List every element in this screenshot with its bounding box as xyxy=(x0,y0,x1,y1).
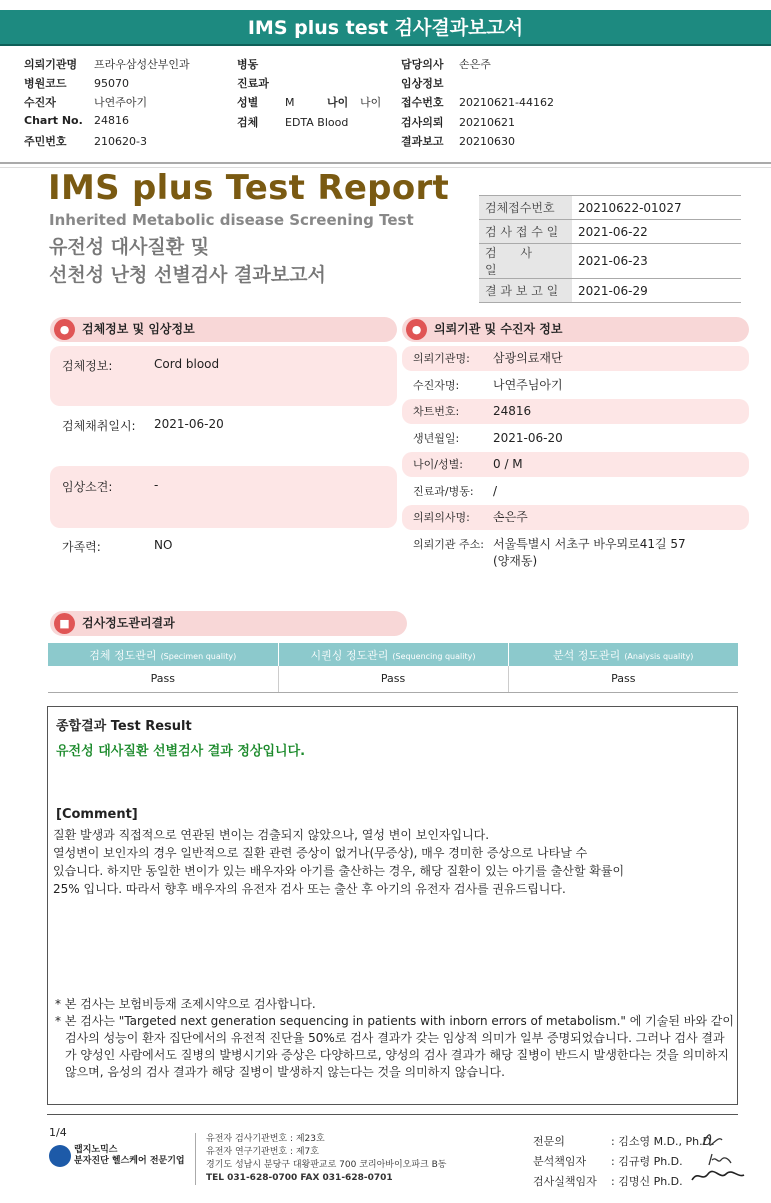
signer-row: 분석책임자 : 김규령 Ph.D. xyxy=(533,1155,683,1168)
info-row: 의뢰기관명 프라우삼성산부인과 xyxy=(24,58,190,71)
list-item: 의뢰기관 주소: 서울특별시 서초구 바우뫼로41길 57 (양재동) xyxy=(413,537,686,568)
lock-icon: ● xyxy=(406,319,427,340)
divider xyxy=(47,1114,738,1115)
info-row: 검체 EDTA Blood xyxy=(237,116,349,129)
table-row: 검체접수번호 20210622-01027 xyxy=(479,196,741,220)
company-address: 유전자 검사기관번호 : 제23호 유전자 연구기관번호 : 제7호 경기도 성남시 분당구 대왕판교로 700 코리아바이오파크 B동 TEL 031-628-0700 FAX 031-628-0701 xyxy=(206,1134,447,1183)
list-item: 차트번호: 24816 xyxy=(402,399,749,424)
info-row: 접수번호 20210621-44162 xyxy=(401,96,554,109)
info-row: 임상정보 xyxy=(401,77,444,90)
comment-body: 질환 발생과 직접적으로 연관된 변이는 검출되지 않았으나, 열성 변이 보인자입니다. 열성변이 보인자의 경우 일반적으로 질환 관련 증상이 없거나(무증상), 매우 경미한 증상으로 나타날 수 있습니다. 하지만 동일한 변이가 있는 배우자와 아기를 출산하는 경우, 해당 질환이 있는 아기를 출산할 확률이 25% 입니다. 따라서 향후 배우자의 유전자 검사 또는 출산 후 아기의 유전자 검사를 권유드립니다. xyxy=(53,828,625,896)
report-kr-title: 유전성 대사질환 및 xyxy=(49,236,210,258)
lock-icon: ● xyxy=(54,319,75,340)
result-summary: 유전성 대사질환 선별검사 결과 정상입니다. xyxy=(56,744,306,759)
page-number: 1/4 xyxy=(49,1126,67,1139)
signer-row: 전문의 : 김소영 M.D., Ph.D. xyxy=(533,1135,715,1148)
list-item: 검체정보: Cord blood xyxy=(50,346,397,406)
report-header: IMS plus test 검사결과보고서 xyxy=(0,10,771,46)
info-row: 담당의사 손은주 xyxy=(401,58,491,71)
report-title: IMS plus Test Report xyxy=(48,168,450,208)
divider xyxy=(0,162,771,164)
clipboard-icon: ■ xyxy=(54,613,75,634)
table-row: 검 사 접 수 일 2021-06-22 xyxy=(479,220,741,244)
info-row: 진료과 xyxy=(237,77,269,90)
info-row: 병원코드 95070 xyxy=(24,77,129,90)
result-box xyxy=(47,706,738,1105)
section-header-specimen: ● 검체정보 및 임상정보 xyxy=(50,317,397,342)
qc-table xyxy=(48,643,738,693)
dates-table xyxy=(479,195,741,303)
list-item: 의뢰기관명: 삼광의료재단 xyxy=(402,346,749,371)
list-item: 진료과/병동: / xyxy=(413,484,498,498)
list-item: 생년월일: 2021-06-20 xyxy=(413,431,563,445)
signature-icon xyxy=(700,1128,726,1150)
report-subtitle: Inherited Metabolic disease Screening Test xyxy=(49,211,414,229)
signature-icon xyxy=(690,1166,746,1186)
report-kr-title: 선천성 난청 선별검사 결과보고서 xyxy=(49,264,326,286)
list-item: 검체채취일시: 2021-06-20 xyxy=(62,417,224,433)
result-heading: 종합결과 Test Result xyxy=(56,719,192,734)
list-item: 가족력: NO xyxy=(62,538,173,554)
company-logo-icon xyxy=(49,1145,71,1167)
table-row: 검체 정도관리 (Specimen quality) 시퀀싱 정도관리 (Sequencing quality) 분석 정도관리 (Analysis quality) xyxy=(48,643,738,666)
divider xyxy=(195,1133,196,1185)
info-row: 주민번호 210620-3 xyxy=(24,135,147,148)
table-row: Pass Pass Pass xyxy=(48,666,738,692)
info-row: 수진자 나연주아기 xyxy=(24,96,148,109)
list-item: 임상소견: - xyxy=(50,466,397,528)
list-item: 나이/성별: 0 / M xyxy=(402,452,749,477)
list-item: 수진자명: 나연주님아기 xyxy=(413,378,563,392)
comment-heading: [Comment] xyxy=(56,807,138,822)
info-row: Chart No. 24816 xyxy=(24,114,129,127)
table-row: 검 사 일 2021-06-23 xyxy=(479,244,741,279)
table-row: 결 과 보 고 일 2021-06-29 xyxy=(479,279,741,303)
info-row: 검사의뢰 20210621 xyxy=(401,116,515,129)
notes: * 본 검사는 보험비등재 조제시약으로 검사합니다. * 본 검사는 "Targeted next generation sequencing in patients with inborn errors of metabolism." 에 기술된 바와 같이 검사의 성능이 환자 집단에서의 유전적 진단율 50%로 검사 결과가 갖는 임상적 의미가 일부 증명되었습니다. 그러나 검사 결과가 양성인 사람에서도 질병의 발병시기와 증상은 다양하므로, 양성의 검사 결과가 해당 질병이 반드시 발생한다는 것을 의미하지 않으며, 음성의 검사 결과가 해당 질병이 발생하지 않는다는 것을 의미하지 않습니다. xyxy=(55,997,734,1079)
company-name: 랩지노믹스 분자진단 헬스케어 전문기업 xyxy=(74,1145,185,1166)
signer-row: 검사실책임자 : 김명신 Ph.D. xyxy=(533,1175,683,1188)
info-row: 결과보고 20210630 xyxy=(401,135,515,148)
section-header-patient: ● 의뢰기관 및 수진자 정보 xyxy=(402,317,749,342)
info-row: 병동 xyxy=(237,58,259,71)
info-row: 성별 M 나이 나이 xyxy=(237,96,382,109)
list-item: 의뢰의사명: 손은주 xyxy=(402,505,749,530)
section-header-qc: ■ 검사정도관리결과 xyxy=(50,611,407,636)
